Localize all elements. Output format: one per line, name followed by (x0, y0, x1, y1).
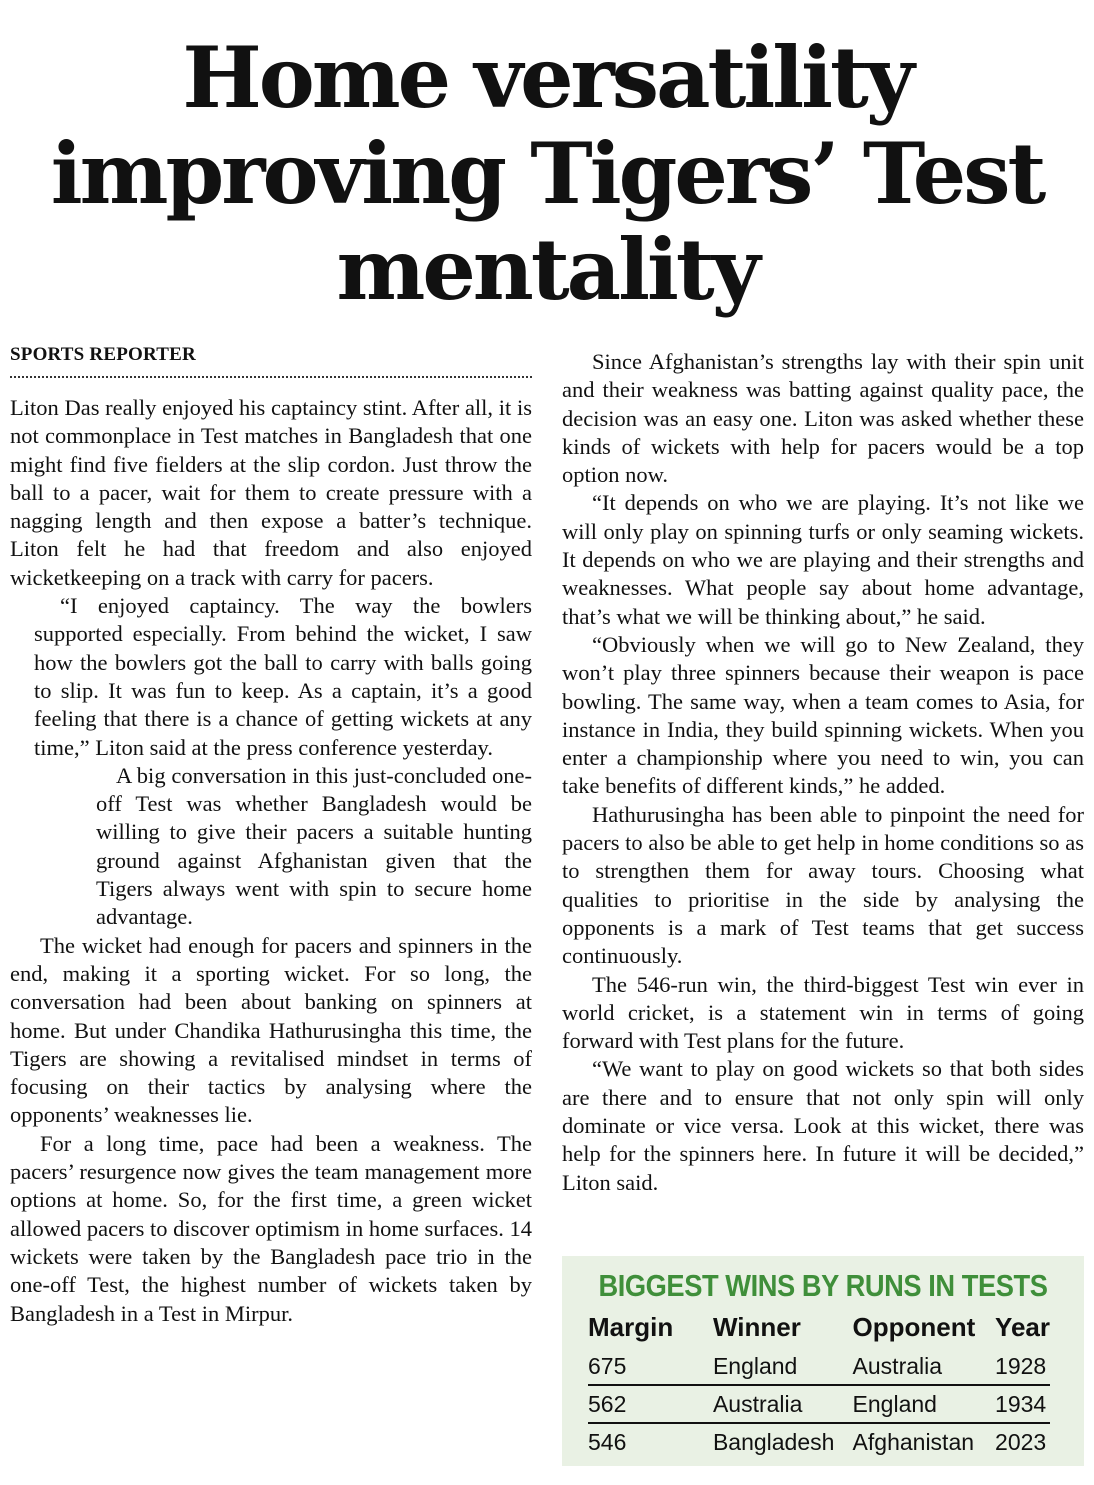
cell-opponent: Afghanistan (852, 1428, 975, 1455)
headline (0, 30, 1094, 318)
table-header-row (588, 1306, 1050, 1348)
table-row (588, 1423, 1050, 1460)
table-row (588, 1348, 1050, 1385)
cell-margin: 675 (588, 1348, 713, 1385)
article-column-left (10, 394, 532, 1328)
paragraph: For a long time, pace had been a weakness. The pacers’ resurgence now gives the team management more options at home. So, for the first time, a green wicket allowed pacers to discover optimism in home surfaces. 14 wickets were taken by the Bangladesh pace trio in the one-off Test, the highest number of wickets taken by Bangladesh in a Test in Mirpur. (10, 1130, 532, 1326)
column-header-year: Year (995, 1311, 1050, 1342)
paragraph: Liton Das really enjoyed his captaincy stint. After all, it is not commonplace in Test matches in Bangladesh that one might find five fielders at the slip cordon. Just throw the ball to a pacer, wait for them to create pressure with a nagging length and then expose a batter’s technique. Liton felt he had that freedom and also enjoyed wicketkeeping on a track with carry for pacers. (10, 395, 532, 590)
cell-margin: 562 (588, 1385, 713, 1423)
paragraph: The 546-run win, the third-biggest Test win ever in world cricket, is a statement win in terms of going forward with Test plans for the future. (562, 971, 1084, 1054)
cell-year: 1934 (995, 1385, 1050, 1423)
column-header-winner: Winner (712, 1311, 801, 1342)
pull-paragraph: “I enjoyed captaincy. The way the bowlers supported especially. From behind the wicket, I saw how the bowlers got the ball to carry with balls going to slip. It was fun to keep. As a captain, it’s a good feeling that there is a chance of getting wickets at any time,” Liton said at the press conference yesterday. (34, 593, 532, 760)
headline-line-3: mentality (336, 220, 758, 319)
paragraph: The wicket had enough for pacers and spinners in the end, making it a sporting wicket. For so long, the conversation had been about banking on spinners at home. But under Chandika Hathurusingha this time, the Tigers are showing a revitalised mindset in terms of focusing on their tactics by analysing where the opponents’ weaknesses lie. (10, 932, 532, 1128)
column-header-opponent: Opponent (852, 1311, 976, 1342)
cell-year: 2023 (995, 1428, 1047, 1455)
cell-winner: Bangladesh (712, 1428, 835, 1455)
paragraph: “It depends on who we are playing. It’s not like we will only play on spinning turfs or only seaming wickets. It depends on who we are playing and their strengths and weaknesses. What people say about home advantage, that’s what we will be thinking about,” he said. (562, 490, 1084, 629)
biggest-wins-table-box (562, 1256, 1084, 1466)
paragraph: “We want to play on good wickets so that both sides are there and to ensure that not only spin will only dominate or vice versa. Look at this wicket, there was help for the spinners here. In future it will be decided,” Liton said. (562, 1056, 1084, 1195)
pull-paragraph: A big conversation in this just-concluded one-off Test was whether Bangladesh would be willing to give their pacers a suitable hunting ground against Afghanistan given that the Tigers always went with spin to secure home advantage. (96, 762, 532, 930)
cell-opponent: Australia (853, 1348, 996, 1385)
column-header-margin: Margin (588, 1311, 674, 1342)
headline-line-1: Home versatility (182, 28, 912, 127)
table-title: BIGGEST WINS BY RUNS IN TESTS (598, 1268, 1048, 1303)
headline-line-2: improving Tigers’ Test (50, 124, 1044, 223)
cell-year: 1928 (995, 1348, 1050, 1385)
cell-winner: Australia (713, 1385, 853, 1423)
cell-margin: 546 (588, 1428, 627, 1455)
paragraph: “Obviously when we will go to New Zealand, they won’t play three spinners because their weapon is pace bowling. The same way, when a team comes to Asia, for instance in India, they build spinning wickets. When you enter a championship where you need to win, you can take benefits of different kinds,” he added. (562, 631, 1084, 799)
byline: SPORTS REPORTER (10, 344, 532, 378)
cell-winner: England (713, 1348, 853, 1385)
paragraph: Since Afghanistan’s strengths lay with their spin unit and their weakness was batting against quality pace, the decision was an easy one. Liton was asked whether these kinds of wickets with help for pacers would be a top option now. (562, 349, 1084, 488)
table-row (588, 1385, 1050, 1423)
article-column-right (562, 348, 1084, 1197)
paragraph: Hathurusingha has been able to pinpoint the need for pacers to also be able to get help in home conditions so as to strengthen them for away tours. Choosing what qualities to prioritise in the side by analysing the opponents is a mark of Test teams that get success continuously. (562, 801, 1084, 969)
cell-opponent: England (853, 1385, 996, 1423)
biggest-wins-table (588, 1306, 1050, 1460)
